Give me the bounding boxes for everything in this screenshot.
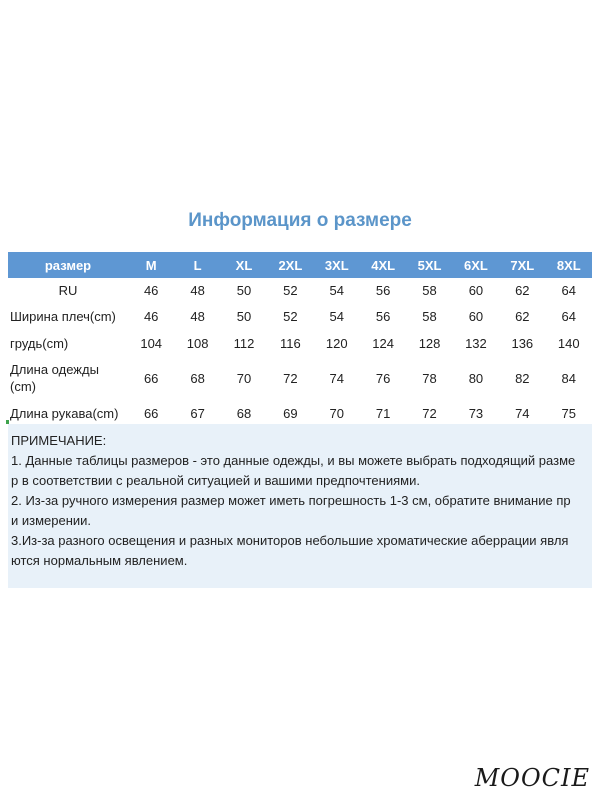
table-cell: 72 bbox=[422, 405, 437, 421]
table-cell: 136 bbox=[511, 335, 534, 351]
table-row bbox=[8, 400, 592, 426]
header-cell: XL bbox=[235, 257, 253, 273]
table-cell: 52 bbox=[283, 309, 298, 324]
table-cell: 72 bbox=[283, 370, 298, 386]
table-row bbox=[8, 278, 592, 303]
table-cell: 66 bbox=[143, 370, 159, 386]
table-cell: 75 bbox=[561, 405, 576, 421]
table-row bbox=[8, 303, 592, 330]
table-cell: 64 bbox=[561, 283, 576, 298]
header-cell: 2XL bbox=[278, 257, 303, 273]
table-cell: 60 bbox=[468, 309, 484, 324]
table-cell: 124 bbox=[372, 335, 394, 351]
row-label: грудь(cm) bbox=[10, 335, 69, 351]
row-label: Ширина плеч(cm) bbox=[10, 309, 116, 324]
table-cell: 58 bbox=[422, 309, 437, 324]
table-cell: 56 bbox=[375, 309, 391, 324]
table-row bbox=[8, 356, 592, 400]
table-cell: 56 bbox=[375, 283, 391, 298]
table-cell: 74 bbox=[329, 370, 344, 386]
header-cell: 8XL bbox=[556, 257, 581, 273]
notes-heading: ПРИМЕЧАНИЕ: bbox=[11, 433, 107, 448]
table-cell: 69 bbox=[283, 405, 298, 421]
table-cell: 112 bbox=[233, 335, 255, 351]
table-cell: 132 bbox=[465, 335, 487, 351]
table-cell: 66 bbox=[143, 405, 159, 421]
table-cell: 140 bbox=[557, 335, 580, 351]
table-cell: 108 bbox=[186, 335, 209, 351]
table-cell: 84 bbox=[561, 370, 576, 386]
table-cell: 70 bbox=[329, 405, 344, 421]
table-cell: 128 bbox=[418, 335, 441, 351]
header-cell: 6XL bbox=[464, 257, 488, 273]
note-line: р в соответствии с реальной ситуацией и вашими предпочтениями. bbox=[11, 473, 420, 488]
header-cell: 7XL bbox=[510, 257, 535, 273]
header-cell: 4XL bbox=[371, 257, 396, 273]
table-cell: 104 bbox=[140, 335, 163, 351]
header-cell: размер bbox=[44, 257, 92, 273]
row-label: Длина рукава(cm) bbox=[10, 405, 119, 421]
table-cell: 67 bbox=[190, 405, 205, 421]
table-cell: 54 bbox=[329, 283, 344, 298]
size-table bbox=[8, 252, 592, 426]
table-cell: 46 bbox=[143, 309, 159, 324]
note-line: 2. Из-за ручного измерения размер может иметь погрешность 1-3 см, обратите внимание пр bbox=[11, 493, 571, 508]
table-cell: 62 bbox=[515, 283, 530, 298]
header-cell: M bbox=[145, 257, 157, 273]
table-cell: 71 bbox=[375, 405, 391, 421]
table-cell: 60 bbox=[468, 283, 484, 298]
table-cell: 52 bbox=[283, 283, 298, 298]
table-cell: 74 bbox=[515, 405, 530, 421]
header-cell: L bbox=[193, 257, 202, 273]
note-line: 1. Данные таблицы размеров - это данные одежды, и вы можете выбрать подходящий разме bbox=[11, 453, 576, 468]
note-line: ются нормальным явлением. bbox=[11, 553, 188, 568]
table-cell: 68 bbox=[190, 370, 205, 386]
note-line: и измерении. bbox=[11, 513, 92, 528]
table-row bbox=[8, 330, 592, 356]
table-cell: 70 bbox=[236, 370, 252, 386]
table-cell: 62 bbox=[515, 309, 530, 324]
table-cell: 46 bbox=[143, 283, 159, 298]
table-cell: 80 bbox=[468, 370, 484, 386]
table-cell: 50 bbox=[236, 309, 252, 324]
header-cell: 5XL bbox=[417, 257, 442, 273]
table-cell: 58 bbox=[422, 283, 437, 298]
table-cell: 48 bbox=[190, 283, 205, 298]
notes-box bbox=[8, 424, 592, 588]
table-cell: 76 bbox=[375, 370, 391, 386]
table-cell: 68 bbox=[236, 405, 252, 421]
table-cell: 50 bbox=[236, 283, 252, 298]
table-cell: 116 bbox=[280, 335, 301, 351]
table-cell: 73 bbox=[468, 405, 484, 421]
table-cell: 78 bbox=[422, 370, 437, 386]
row-label: Длина одежды (cm) bbox=[10, 362, 99, 394]
table-cell: 48 bbox=[190, 309, 205, 324]
table-cell: 82 bbox=[515, 370, 530, 386]
row-label: RU bbox=[58, 283, 78, 298]
brand-logo: MOOCIE bbox=[474, 764, 590, 792]
header-cell: 3XL bbox=[324, 257, 349, 273]
note-line: 3.Из-за разного освещения и разных мониторов небольшие хроматические аберрации явля bbox=[11, 533, 569, 548]
table-cell: 64 bbox=[561, 309, 576, 324]
table-header-row bbox=[8, 252, 592, 278]
table-cell: 120 bbox=[325, 335, 348, 351]
table-cell: 54 bbox=[329, 309, 344, 324]
page-title: Информация о размере bbox=[188, 210, 412, 231]
